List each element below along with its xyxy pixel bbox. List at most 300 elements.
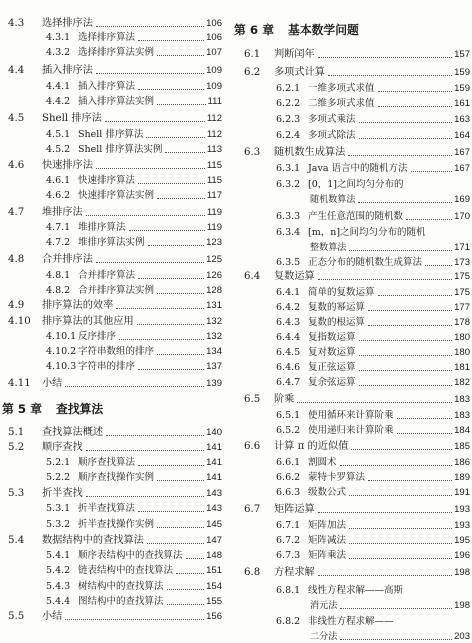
section-number: 6.7 xyxy=(244,504,261,515)
dot-leader xyxy=(349,543,452,544)
dot-leader xyxy=(359,385,453,386)
page-number: 159 xyxy=(454,83,470,94)
section-number: 6.2.3 xyxy=(276,114,301,125)
dot-leader xyxy=(96,73,204,74)
page-number: 132 xyxy=(206,331,222,342)
page-number: 141 xyxy=(206,442,222,453)
toc-entry xyxy=(0,298,222,312)
section-number: 4.4.1 xyxy=(46,81,71,92)
dot-leader xyxy=(148,245,205,246)
section-title: 复正弦运算 xyxy=(308,362,356,373)
page-number: 148 xyxy=(206,550,222,561)
dot-leader xyxy=(86,215,205,216)
section-title: 二分法 xyxy=(310,632,338,642)
section-title: 合并排序算法 xyxy=(78,270,136,281)
toc-entry xyxy=(0,470,222,484)
chapter-title: 基本数学问题 xyxy=(288,23,359,37)
section-title: 产生任意范围的随机数 xyxy=(308,211,404,222)
dot-leader xyxy=(340,639,452,640)
toc-entry xyxy=(234,315,470,329)
page-number: 145 xyxy=(206,519,222,530)
section-title: 随机数生成算法 xyxy=(274,147,346,158)
section-number: 5.4.1 xyxy=(46,550,71,561)
toc-entry xyxy=(234,209,470,223)
section-title: 选择排序法 xyxy=(42,18,93,29)
section-number: 6.8.2 xyxy=(276,616,301,627)
dot-leader xyxy=(65,386,204,387)
page-number: 167 xyxy=(454,147,470,158)
dot-leader xyxy=(138,465,204,466)
section-number: 5.4.4 xyxy=(46,596,71,607)
section-title: 反序排序 xyxy=(78,331,117,342)
page-number: 185 xyxy=(454,441,470,452)
dot-leader xyxy=(105,121,205,122)
toc-entry xyxy=(0,16,222,30)
toc-entry xyxy=(0,79,222,93)
section-title: 字符串数组的排序 xyxy=(78,346,155,357)
section-number: 4.5.1 xyxy=(46,129,71,140)
toc-entry xyxy=(234,518,470,532)
section-number: 4.3 xyxy=(8,18,25,29)
page-number: 128 xyxy=(206,285,222,296)
page-number: 139 xyxy=(206,378,222,389)
section-title: 一维多项式求值 xyxy=(308,83,375,94)
toc-entry xyxy=(234,269,470,283)
page-number: 106 xyxy=(206,32,222,43)
section-title: 多项式除法 xyxy=(308,130,356,141)
page-number: 132 xyxy=(206,316,222,327)
toc-entry xyxy=(234,360,470,374)
section-number: 6.2.1 xyxy=(276,83,301,94)
section-title: Shell 排序法 xyxy=(42,113,102,124)
page-number: 183 xyxy=(454,394,470,405)
section-title: [m，n]之间均匀分布的随机 xyxy=(308,227,426,238)
section-title: 合并排序算法实例 xyxy=(78,285,155,296)
page-number: 198 xyxy=(454,567,470,578)
section-title: Shell 排序算法 xyxy=(78,129,144,140)
page-number: 161 xyxy=(454,98,470,109)
page-number: 141 xyxy=(206,472,222,483)
toc-entry xyxy=(234,548,470,562)
section-title: 二维多项式求值 xyxy=(308,98,375,109)
section-title: 数据结构中的查找算法 xyxy=(42,535,144,546)
dot-leader xyxy=(186,558,205,559)
toc-entry xyxy=(234,502,470,516)
section-title: 阶乘 xyxy=(274,394,295,405)
section-title: 正态分布的随机数生成算法 xyxy=(308,257,423,268)
dot-leader xyxy=(157,55,204,56)
section-number: 4.10 xyxy=(8,316,31,327)
section-title: 顺序查找算法 xyxy=(78,457,136,468)
section-title: 树结构中的查找算法 xyxy=(78,581,164,592)
section-number: 5.2.1 xyxy=(46,457,71,468)
section-number: 5.5 xyxy=(8,611,25,622)
toc-entry xyxy=(0,609,222,623)
section-number: 6.4.2 xyxy=(276,302,301,313)
section-number: 6.7.1 xyxy=(276,520,301,531)
dot-leader xyxy=(359,122,453,123)
dot-leader xyxy=(318,279,452,280)
dot-leader xyxy=(96,26,204,27)
page-number: 170 xyxy=(454,211,470,222)
section-number: 6.7.2 xyxy=(276,535,301,546)
toc-entry xyxy=(0,173,222,187)
section-title: 整数算法 xyxy=(310,243,347,253)
page-number: 181 xyxy=(454,362,470,373)
toc-entry xyxy=(0,329,222,343)
dot-leader xyxy=(157,293,204,294)
toc-entry xyxy=(234,112,470,126)
section-title: Java 语言中的随机方法 xyxy=(308,163,408,174)
chapter-heading xyxy=(234,22,470,38)
page-number: 115 xyxy=(206,175,222,186)
toc-entry xyxy=(0,30,222,44)
page-number: 167 xyxy=(454,163,470,174)
section-number: 4.6.2 xyxy=(46,190,71,201)
toc-entry xyxy=(0,127,222,141)
section-number: 4.7.1 xyxy=(46,222,71,233)
section-number: 4.8.2 xyxy=(46,285,71,296)
toc-entry xyxy=(234,583,470,597)
toc-entry xyxy=(234,81,470,95)
toc-entry xyxy=(234,533,470,547)
section-title: 堆排序算法 xyxy=(78,222,126,233)
dot-leader xyxy=(167,604,205,605)
page-number: 180 xyxy=(454,332,470,343)
dot-leader xyxy=(138,369,204,370)
page-number: 113 xyxy=(206,144,222,155)
toc-entry xyxy=(234,470,470,484)
dot-leader xyxy=(138,511,204,512)
page-number: 111 xyxy=(207,96,222,107)
page-number: 119 xyxy=(206,222,222,233)
page-number: 178 xyxy=(454,317,470,328)
toc-entry xyxy=(234,225,470,239)
toc-entry xyxy=(0,455,222,469)
section-title: 蒙特卡罗算法 xyxy=(308,472,366,483)
page-number: 169 xyxy=(454,194,470,205)
section-title: 多项式计算 xyxy=(274,67,325,78)
toc-entry xyxy=(0,579,222,593)
section-title: 插入排序算法实例 xyxy=(78,96,155,107)
section-title: 顺序表结构中的查找算法 xyxy=(78,550,183,561)
section-title: 使用循环来计算阶乘 xyxy=(308,410,394,421)
section-number: 5.4.2 xyxy=(46,565,71,576)
section-title: 插入排序算法 xyxy=(78,81,136,92)
section-title: 割圆术 xyxy=(308,457,337,468)
page-number: 198 xyxy=(454,600,470,611)
section-title: 插入排序法 xyxy=(42,65,93,76)
section-number: 6.2 xyxy=(244,67,261,78)
page-number: 107 xyxy=(206,47,222,58)
toc-entry xyxy=(234,285,470,299)
section-number: 6.5.2 xyxy=(276,425,301,436)
page-number: 193 xyxy=(454,504,470,515)
section-number: 6.4.3 xyxy=(276,317,301,328)
page-number: 164 xyxy=(454,130,470,141)
section-title: 消元法 xyxy=(310,601,338,611)
section-title: 折半查找操作实例 xyxy=(78,519,155,530)
dot-leader xyxy=(138,40,204,41)
toc-entry xyxy=(0,548,222,562)
dot-leader xyxy=(406,219,452,220)
page-number: 173 xyxy=(454,257,470,268)
page-number: 175 xyxy=(454,287,470,298)
toc-entry xyxy=(0,359,222,373)
dot-leader xyxy=(368,325,452,326)
toc-entry xyxy=(0,533,222,547)
page-number: 155 xyxy=(206,596,222,607)
toc-entry xyxy=(0,188,222,202)
dot-leader xyxy=(349,495,452,496)
section-number: 5.3.1 xyxy=(46,503,71,514)
toc-entry xyxy=(234,439,470,453)
section-title: 查找算法概述 xyxy=(42,427,104,438)
section-title: 复指数运算 xyxy=(308,332,356,343)
page-number: 143 xyxy=(206,503,222,514)
section-title: 矩阵乘法 xyxy=(308,550,347,561)
toc-entry xyxy=(234,255,470,269)
section-number: 6.2.4 xyxy=(276,130,301,141)
dot-leader xyxy=(378,91,453,92)
section-number: 4.3.1 xyxy=(46,32,71,43)
section-number: 4.10.3 xyxy=(46,361,77,372)
toc-entry xyxy=(234,485,470,499)
toc-entry xyxy=(0,517,222,531)
page-number: 137 xyxy=(206,361,222,372)
page-number: 183 xyxy=(454,410,470,421)
dot-leader xyxy=(116,308,204,309)
section-title: 复数的根运算 xyxy=(308,317,366,328)
page-number: 171 xyxy=(454,242,470,253)
section-number: 4.5.2 xyxy=(46,144,71,155)
section-number: 4.4.2 xyxy=(46,96,71,107)
page-number: 109 xyxy=(206,81,222,92)
section-number: 6.3.1 xyxy=(276,163,301,174)
section-number: 6.3 xyxy=(244,147,261,158)
toc-entry xyxy=(0,425,222,439)
dot-leader xyxy=(157,104,206,105)
dot-leader xyxy=(165,152,204,153)
page-number: 125 xyxy=(206,254,222,265)
section-title: 选择排序算法实例 xyxy=(78,47,155,58)
dot-leader xyxy=(340,465,453,466)
dot-leader xyxy=(318,57,452,58)
chapter-number: 第 6 章 xyxy=(234,23,275,37)
toc-entry xyxy=(0,344,222,358)
page-number: 141 xyxy=(206,457,222,468)
toc-entry xyxy=(234,345,470,359)
page-number: 175 xyxy=(454,271,470,282)
toc-entry xyxy=(0,205,222,219)
section-number: 6.2.2 xyxy=(276,98,301,109)
toc-entry xyxy=(234,455,470,469)
dot-leader xyxy=(368,310,452,311)
toc-entry xyxy=(0,142,222,156)
dot-leader xyxy=(349,558,452,559)
dot-leader xyxy=(96,262,204,263)
toc-entry xyxy=(0,501,222,515)
dot-leader xyxy=(96,168,205,169)
toc-entry xyxy=(234,177,470,191)
section-number: 6.4.6 xyxy=(276,362,301,373)
toc-entry xyxy=(234,614,470,628)
toc-entry xyxy=(234,65,470,79)
section-number: 6.8.1 xyxy=(276,585,301,596)
toc-entry xyxy=(0,235,222,249)
toc-entry-continuation xyxy=(234,629,470,643)
dot-leader xyxy=(129,230,205,231)
toc-entry xyxy=(0,158,222,172)
section-number: 6.4.7 xyxy=(276,377,301,388)
dot-leader xyxy=(378,106,453,107)
section-number: 5.3.2 xyxy=(46,519,71,530)
section-title: 快速排序法 xyxy=(42,160,93,171)
page-number: 163 xyxy=(454,114,470,125)
page-number: 193 xyxy=(454,520,470,531)
section-title: 使用递归来计算阶乘 xyxy=(308,425,394,436)
section-number: 4.8 xyxy=(8,254,25,265)
section-title: 链表结构中的查找算法 xyxy=(78,565,174,576)
section-number: 4.6 xyxy=(8,160,25,171)
section-number: 6.6.2 xyxy=(276,472,301,483)
dot-leader xyxy=(86,450,204,451)
toc-entry xyxy=(0,376,222,390)
section-number: 6.3.2 xyxy=(276,179,301,190)
page-number: 184 xyxy=(454,425,470,436)
toc-entry xyxy=(234,375,470,389)
section-number: 6.1 xyxy=(244,49,261,60)
dot-leader xyxy=(328,75,452,76)
toc-entry xyxy=(0,63,222,77)
section-number: 4.7 xyxy=(8,207,25,218)
page-number: 156 xyxy=(206,611,222,622)
toc-entry xyxy=(0,563,222,577)
section-title: 判断闰年 xyxy=(274,49,315,60)
page-number: 189 xyxy=(454,472,470,483)
page-number: 143 xyxy=(206,488,222,499)
toc-entry xyxy=(0,94,222,108)
section-title: 随机数算法 xyxy=(310,195,356,205)
toc-entry xyxy=(234,392,470,406)
page-number: 112 xyxy=(206,129,222,140)
dot-leader xyxy=(137,324,204,325)
section-title: 顺序查找 xyxy=(42,442,83,453)
toc-entry xyxy=(234,330,470,344)
toc-entry xyxy=(234,145,470,159)
dot-leader xyxy=(138,278,204,279)
dot-leader xyxy=(157,354,204,355)
toc-entry xyxy=(234,300,470,314)
page-number: 159 xyxy=(454,67,470,78)
section-title: 复数的幂运算 xyxy=(308,302,366,313)
dot-leader xyxy=(119,339,204,340)
section-number: 6.8 xyxy=(244,567,261,578)
page-number: 186 xyxy=(454,457,470,468)
section-number: 5.2.2 xyxy=(46,472,71,483)
section-number: 6.3.5 xyxy=(276,257,301,268)
page-number: 180 xyxy=(454,347,470,358)
section-title: 折半查找算法 xyxy=(78,503,136,514)
dot-leader xyxy=(425,265,452,266)
section-title: 矩阵运算 xyxy=(274,504,315,515)
section-title: 图结构中的查找算法 xyxy=(78,596,164,607)
dot-leader xyxy=(368,480,452,481)
page-number: 191 xyxy=(454,487,470,498)
section-number: 5.4 xyxy=(8,535,25,546)
dot-leader xyxy=(176,573,204,574)
dot-leader xyxy=(318,512,452,513)
section-title: 方程求解 xyxy=(274,567,315,578)
toc-entry xyxy=(0,45,222,59)
section-title: 快速排序算法 xyxy=(78,175,136,186)
section-title: 排序算法的效率 xyxy=(42,300,114,311)
section-number: 5.3 xyxy=(8,488,25,499)
section-number: 4.9 xyxy=(8,300,25,311)
section-title: 矩阵减法 xyxy=(308,535,347,546)
section-title: 复余弦运算 xyxy=(308,377,356,388)
dot-leader xyxy=(157,480,204,481)
section-title: 小结 xyxy=(42,378,63,389)
page-number: 119 xyxy=(206,207,222,218)
toc-entry-continuation xyxy=(234,598,470,612)
toc-entry xyxy=(0,283,222,297)
dot-leader xyxy=(147,543,204,544)
section-number: 4.10.1 xyxy=(46,331,77,342)
page-number: 106 xyxy=(206,18,222,29)
page-number: 154 xyxy=(206,581,222,592)
dot-leader xyxy=(397,418,453,419)
chapter-heading xyxy=(0,401,222,417)
section-number: 6.6.3 xyxy=(276,487,301,498)
dot-leader xyxy=(157,198,205,199)
page-number: 131 xyxy=(206,300,222,311)
section-number: 6.5 xyxy=(244,394,261,405)
section-number: 4.4 xyxy=(8,65,25,76)
dot-leader xyxy=(359,138,453,139)
section-title: 计算 π 的近似值 xyxy=(274,441,349,452)
dot-leader xyxy=(351,449,452,450)
page-number: 151 xyxy=(206,565,222,576)
toc-entry xyxy=(234,161,470,175)
dot-leader xyxy=(318,575,452,576)
toc-entry xyxy=(0,314,222,328)
section-title: 复对数运算 xyxy=(308,347,356,358)
dot-leader xyxy=(86,496,204,497)
section-number: 6.3.3 xyxy=(276,211,301,222)
dot-leader xyxy=(397,433,453,434)
toc-entry xyxy=(0,111,222,125)
section-number: 4.11 xyxy=(8,378,31,389)
section-number: 4.8.1 xyxy=(46,270,71,281)
page-number: 195 xyxy=(454,535,470,546)
section-number: 6.6 xyxy=(244,441,261,452)
section-number: 5.4.3 xyxy=(46,581,71,592)
dot-leader xyxy=(358,202,452,203)
toc-entry xyxy=(234,408,470,422)
section-title: 矩阵加法 xyxy=(308,520,347,531)
dot-leader xyxy=(348,155,452,156)
toc-entry-continuation xyxy=(234,240,470,254)
toc-entry-continuation xyxy=(234,192,470,206)
page-number: 147 xyxy=(206,535,222,546)
toc-entry xyxy=(234,423,470,437)
toc-entry xyxy=(0,594,222,608)
dot-leader xyxy=(297,402,452,403)
section-title: 快速排序算法实例 xyxy=(78,190,155,201)
section-number: 4.3.2 xyxy=(46,47,71,58)
section-title: 非线性方程求解—— xyxy=(308,616,394,627)
